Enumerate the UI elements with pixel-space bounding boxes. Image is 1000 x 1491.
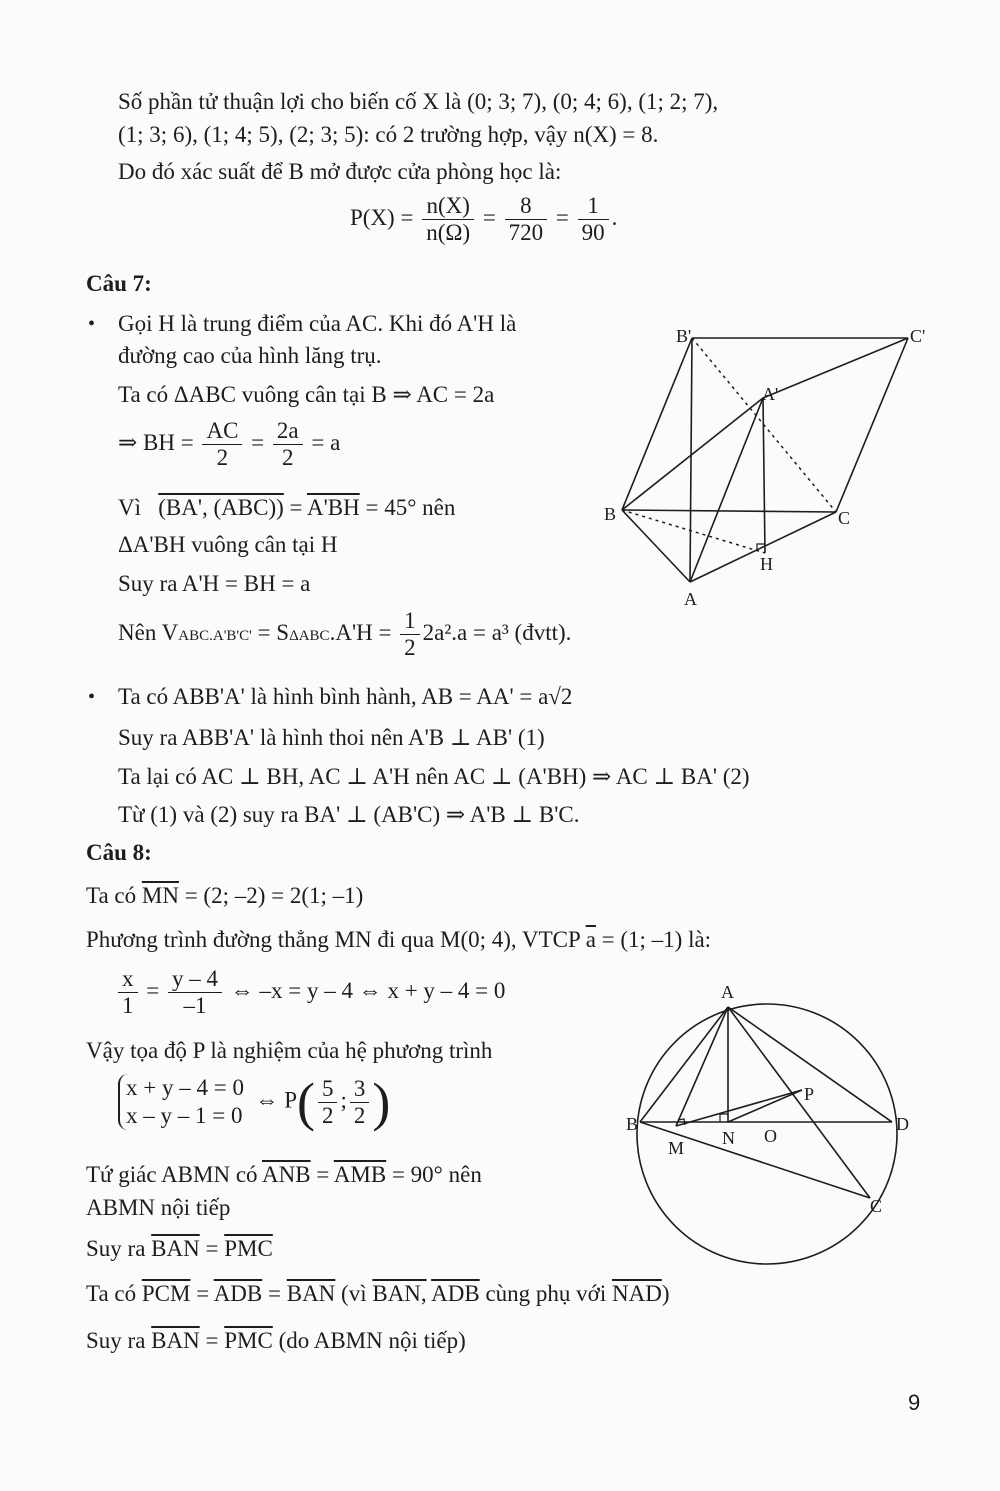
fraction: $\frac{1}{2}$ — [400, 608, 420, 661]
fraction: $\frac{8}{720}$ — [505, 193, 548, 246]
label-d: D — [896, 1114, 909, 1134]
text-line: Ta có ABB'A' là hình bình hành, AB = AA' = a√2 — [118, 684, 573, 709]
vector-line: Ta có $\overline{MN} = (2$; –2) = 2(1; –1) — [86, 883, 364, 908]
text-line: Suy ra $\overline{BAN} = \overline{PMC}$ — [86, 1236, 273, 1261]
section-heading: Câu 7: — [86, 271, 152, 296]
bh-formula: ⇒ BH = $\frac{AC}{2}$ = $\frac{2a}{2}$ = a — [118, 418, 341, 470]
page-number: 9 — [908, 1390, 921, 1415]
prism-figure — [600, 320, 940, 610]
bullet-icon: • — [88, 686, 96, 708]
text-line: Suy ra ABB'A' là hình thoi nên A'B ⊥ AB' (1) — [118, 725, 545, 750]
label-p: P — [804, 1084, 815, 1104]
probability-formula: P(X) = $\frac{n(X)}{n(\Omega)}$ = $\frac{8}{720}$ = $\frac{1}{90}$ . — [350, 193, 618, 245]
text-line: Ta có ΔABC vuông cân tại B ⇒ AC = 2a — [118, 382, 495, 407]
text-line: (1; 3; 6), (1; 4; 5), (2; 3; 5): có 2 trường hợp, vậy n(X) = 8. — [118, 122, 659, 147]
label-n: N — [722, 1128, 735, 1148]
fraction: $\frac{3}{2}$ — [350, 1076, 370, 1129]
line-equation: $\frac{x}{1}$ = $\frac{y - 4}{-1}$ ⇔ –x = y – 4 ⇔ x + y – 4 = 0 — [115, 966, 505, 1019]
label-b: B — [604, 504, 617, 524]
system-brace: x + y – 4 = 0 x – y – 1 = 0 — [118, 1074, 244, 1130]
text-line: Phương trình đường thẳng MN đi qua M(0; 4), VTCP $\overline{a} = (1$; –1) là: — [86, 927, 712, 952]
label-a: A — [684, 589, 697, 609]
text-line: Tứ giác ABMN có $\overline{ANB} = \overline{AMB} = 90^\circ$ nên — [86, 1162, 482, 1187]
label-o: O — [764, 1126, 777, 1146]
fraction: $\frac{5}{2}$ — [318, 1076, 338, 1129]
text-line: Suy ra A'H = BH = a — [118, 571, 311, 596]
text-line: Số phần tử thuận lợi cho biến cố X là (0; 3; 7), (0; 4; 6), (1; 2; 7), — [118, 89, 719, 114]
formula-text: = — [555, 204, 569, 230]
equation-system: x + y – 4 = 0 x – y – 1 = 0 ⇔ P( $\frac{5}{2}$ ; $\frac{3}{2}$ ) — [118, 1074, 390, 1130]
formula-text: P(X) = — [350, 204, 414, 230]
text-line: Vậy tọa độ P là nghiệm của hệ phương trình — [86, 1038, 493, 1063]
text-line: Từ (1) và (2) suy ra BA' ⊥ (AB'C) ⇒ A'B ⊥ B'C. — [118, 802, 580, 827]
text-line: đường cao của hình lăng trụ. — [118, 343, 382, 368]
label-h: H — [760, 554, 773, 574]
circle-figure — [620, 980, 920, 1270]
label-c: C — [838, 508, 851, 528]
text-line: Ta lại có AC ⊥ BH, AC ⊥ A'H nên AC ⊥ (A'BH) ⇒ AC ⊥ BA' (2) — [118, 764, 750, 789]
text-line: Do đó xác suất để B mở được cửa phòng học là: — [118, 159, 562, 184]
text-line: Ta có $\overline{PCM} = \overline{ADB} = \overline{BAN}$ (vì BAN, $\overline{ADB}$ cùng phụ với $\overline{NAD}$) — [86, 1281, 670, 1306]
text-line: Suy ra $\overline{BAN} = \overline{PMC}$ (do ABMN nội tiếp) — [86, 1328, 466, 1353]
fraction: $\frac{x}{1}$ — [118, 966, 138, 1019]
fraction: $\frac{AC}{2}$ — [202, 418, 242, 471]
text-line: Gọi H là trung điểm của AC. Khi đó A'H là — [118, 311, 517, 336]
text-line: ΔA'BH vuông cân tại H — [118, 532, 338, 557]
label-b: B — [626, 1114, 639, 1134]
label-c: C — [870, 1196, 883, 1216]
volume-formula: Nên VABC.A'B'C' = SΔABC.A'H = $\frac{1}{2}$ 2a².a = a³ (đvtt). — [118, 608, 572, 660]
label-b1: B' — [676, 326, 692, 346]
label-a: A — [721, 982, 734, 1002]
angle-line: Vì (BA', (ABC)) = A'BH = 45° nên — [118, 495, 456, 520]
text-line: ABMN nội tiếp — [86, 1195, 231, 1220]
fraction: $\frac{y - 4}{-1}$ — [168, 966, 222, 1019]
fraction: $\frac{1}{90}$ — [578, 193, 609, 246]
fraction: $\frac{n(X)}{n(\Omega)}$ — [422, 193, 474, 246]
label-m: M — [668, 1138, 685, 1158]
section-heading: Câu 8: — [86, 840, 152, 865]
label-a1: A' — [762, 384, 779, 404]
fraction: $\frac{2a}{2}$ — [273, 418, 303, 471]
formula-text: = — [482, 204, 496, 230]
label-c1: C' — [910, 326, 926, 346]
bullet-icon: • — [88, 313, 96, 335]
